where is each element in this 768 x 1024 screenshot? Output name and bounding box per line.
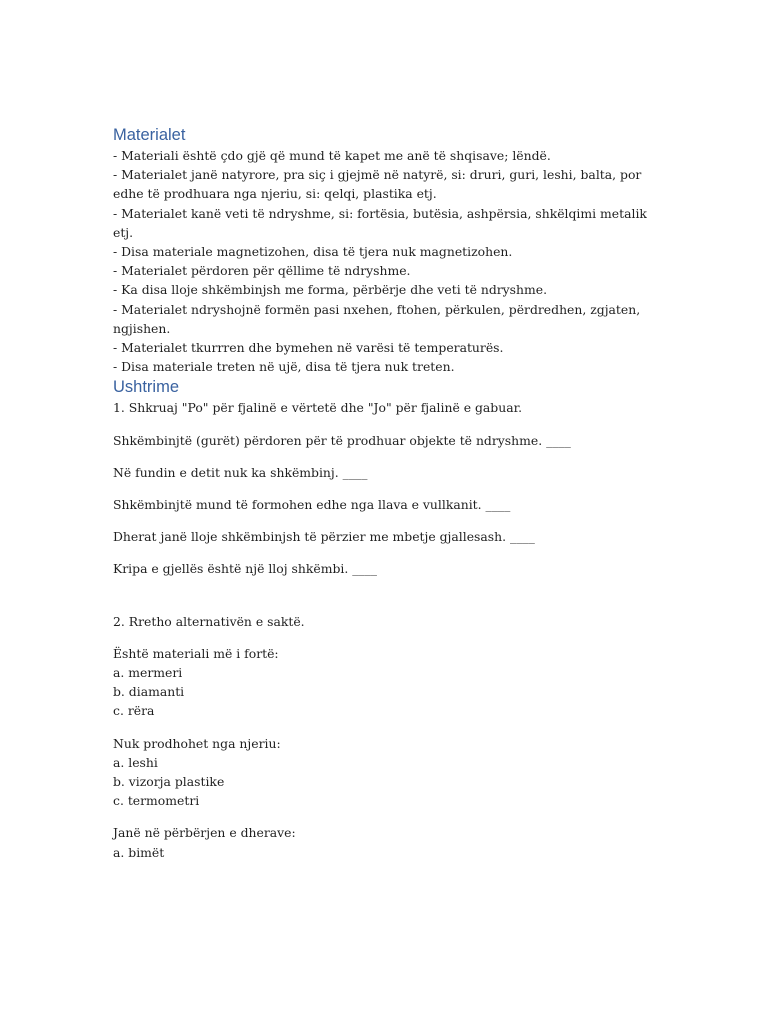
- fact-item: - Materialet ndryshojnë formën pasi nxehen, ftohen, përkulen, përdredhen, zgjaten, ngjishen.: [113, 301, 641, 336]
- exercise-1-instruction: 1. Shkruaj "Po" për fjalinë e vërtetë dhe "Jo" për fjalinë e gabuar.: [113, 400, 523, 416]
- exercise-2: [113, 612, 653, 862]
- materials-facts-list: [113, 146, 653, 376]
- document-body: [113, 124, 653, 875]
- question-prompt: Janë në përbërjen e dherave:: [113, 825, 296, 841]
- answer-option: a. leshi: [113, 754, 158, 770]
- fact-item: - Materialet janë natyrore, pra siç i gjejmë në natyrë, si: druri, guri, leshi, balta, por edhe të prodhuara nga njeriu, si: qelqi, plastika etj.: [113, 167, 642, 202]
- exercises-heading: Ushtrime: [113, 378, 180, 397]
- multiple-choice-question: [113, 823, 653, 861]
- answer-option: c. rëra: [113, 703, 155, 719]
- fact-item: - Disa materiale treten në ujë, disa të tjera nuk treten.: [113, 359, 455, 375]
- answer-option: b. diamanti: [113, 684, 185, 700]
- fact-item: - Materiali është çdo gjë që mund të kapet me anë të shqisave; lëndë.: [113, 148, 551, 163]
- exercise-1: [113, 398, 653, 578]
- materials-heading: Materialet: [113, 126, 186, 144]
- question-prompt: Nuk prodhohet nga njeriu:: [113, 735, 281, 751]
- true-false-item: Shkëmbinjtë mund të formohen edhe nga llava e vullkanit. ____: [113, 497, 511, 513]
- question-prompt: Është materiali më i fortë:: [113, 645, 279, 661]
- answer-option: b. vizorja plastike: [113, 774, 225, 790]
- multiple-choice-question: [113, 644, 653, 721]
- fact-item: - Materialet kanë veti të ndryshme, si: fortësia, butësia, ashpërsia, shkëlqimi metalik etj.: [113, 205, 647, 240]
- answer-option: a. bimët: [113, 844, 165, 860]
- true-false-item: Kripa e gjellës është një lloj shkëmbi. ____: [113, 561, 377, 577]
- exercise-2-instruction: 2. Rretho alternativën e saktë.: [113, 613, 305, 629]
- answer-option: c. termometri: [113, 793, 200, 809]
- true-false-item: Dherat janë lloje shkëmbinjsh të përzier me mbetje gjallesash. ____: [113, 529, 535, 545]
- fact-item: - Materialet tkurrren dhe bymehen në varësi të temperaturës.: [113, 340, 504, 356]
- true-false-item: Shkëmbinjtë (gurët) përdoren për të prodhuar objekte të ndryshme. ____: [113, 432, 571, 448]
- fact-item: - Disa materiale magnetizohen, disa të tjera nuk magnetizohen.: [113, 244, 513, 260]
- fact-item: - Materialet përdoren për qëllime të ndryshme.: [113, 263, 411, 279]
- true-false-item: Në fundin e detit nuk ka shkëmbinj. ____: [113, 464, 368, 480]
- multiple-choice-question: [113, 734, 653, 811]
- fact-item: - Ka disa lloje shkëmbinjsh me forma, përbërje dhe veti të ndryshme.: [113, 282, 548, 298]
- answer-option: a. mermeri: [113, 665, 183, 681]
